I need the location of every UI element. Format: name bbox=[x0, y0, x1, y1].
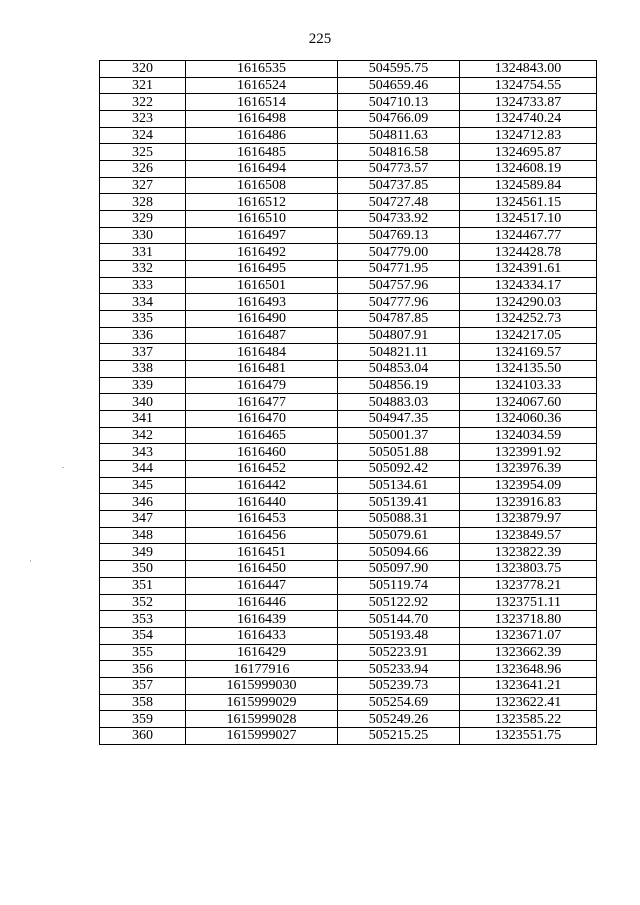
x-coordinate-cell: 505097.90 bbox=[338, 561, 460, 578]
table-row bbox=[100, 94, 597, 111]
y-coordinate-cell: 1323662.39 bbox=[460, 644, 597, 661]
x-coordinate-cell: 504727.48 bbox=[338, 194, 460, 211]
x-coordinate-cell: 505254.69 bbox=[338, 694, 460, 711]
table-row bbox=[100, 127, 597, 144]
table-row bbox=[100, 327, 597, 344]
point-id-cell: 1616512 bbox=[186, 194, 338, 211]
table-row bbox=[100, 444, 597, 461]
x-coordinate-cell: 504779.00 bbox=[338, 244, 460, 261]
table-row bbox=[100, 377, 597, 394]
y-coordinate-cell: 1324290.03 bbox=[460, 294, 597, 311]
y-coordinate-cell: 1323849.57 bbox=[460, 527, 597, 544]
point-number-cell: 328 bbox=[100, 194, 186, 211]
y-coordinate-cell: 1323976.39 bbox=[460, 461, 597, 478]
y-coordinate-cell: 1323822.39 bbox=[460, 544, 597, 561]
x-coordinate-cell: 505223.91 bbox=[338, 644, 460, 661]
point-id-cell: 1616446 bbox=[186, 594, 338, 611]
point-number-cell: 356 bbox=[100, 661, 186, 678]
x-coordinate-cell: 504821.11 bbox=[338, 344, 460, 361]
x-coordinate-cell: 504757.96 bbox=[338, 277, 460, 294]
y-coordinate-cell: 1324740.24 bbox=[460, 111, 597, 128]
point-id-cell: 1616429 bbox=[186, 644, 338, 661]
point-id-cell: 1616514 bbox=[186, 94, 338, 111]
x-coordinate-cell: 504816.58 bbox=[338, 144, 460, 161]
x-coordinate-cell: 505079.61 bbox=[338, 527, 460, 544]
x-coordinate-cell: 505193.48 bbox=[338, 627, 460, 644]
point-number-cell: 320 bbox=[100, 61, 186, 78]
x-coordinate-cell: 505144.70 bbox=[338, 611, 460, 628]
point-id-cell: 1616501 bbox=[186, 277, 338, 294]
y-coordinate-cell: 1324169.57 bbox=[460, 344, 597, 361]
x-coordinate-cell: 505088.31 bbox=[338, 511, 460, 528]
point-number-cell: 322 bbox=[100, 94, 186, 111]
table-row bbox=[100, 177, 597, 194]
x-coordinate-cell: 504771.95 bbox=[338, 261, 460, 278]
point-number-cell: 360 bbox=[100, 727, 186, 744]
point-id-cell: 1616452 bbox=[186, 461, 338, 478]
y-coordinate-cell: 1324754.55 bbox=[460, 77, 597, 94]
table-row bbox=[100, 277, 597, 294]
y-coordinate-cell: 1324428.78 bbox=[460, 244, 597, 261]
table-row bbox=[100, 111, 597, 128]
y-coordinate-cell: 1323916.83 bbox=[460, 494, 597, 511]
point-number-cell: 323 bbox=[100, 111, 186, 128]
point-number-cell: 330 bbox=[100, 227, 186, 244]
point-number-cell: 359 bbox=[100, 711, 186, 728]
y-coordinate-cell: 1324252.73 bbox=[460, 311, 597, 328]
table-row bbox=[100, 461, 597, 478]
x-coordinate-cell: 504659.46 bbox=[338, 77, 460, 94]
table-row bbox=[100, 61, 597, 78]
point-number-cell: 348 bbox=[100, 527, 186, 544]
point-number-cell: 329 bbox=[100, 211, 186, 228]
table-row bbox=[100, 344, 597, 361]
y-coordinate-cell: 1323991.92 bbox=[460, 444, 597, 461]
point-number-cell: 326 bbox=[100, 161, 186, 178]
point-id-cell: 1616456 bbox=[186, 527, 338, 544]
point-id-cell: 1616442 bbox=[186, 477, 338, 494]
table-row bbox=[100, 644, 597, 661]
point-id-cell: 1615999030 bbox=[186, 677, 338, 694]
point-id-cell: 1616495 bbox=[186, 261, 338, 278]
point-number-cell: 345 bbox=[100, 477, 186, 494]
y-coordinate-cell: 1323585.22 bbox=[460, 711, 597, 728]
scan-mark bbox=[30, 560, 31, 562]
point-number-cell: 332 bbox=[100, 261, 186, 278]
point-id-cell: 1616487 bbox=[186, 327, 338, 344]
x-coordinate-cell: 505092.42 bbox=[338, 461, 460, 478]
point-id-cell: 1616450 bbox=[186, 561, 338, 578]
point-number-cell: 346 bbox=[100, 494, 186, 511]
table-row bbox=[100, 661, 597, 678]
y-coordinate-cell: 1323648.96 bbox=[460, 661, 597, 678]
table-row bbox=[100, 227, 597, 244]
y-coordinate-cell: 1323622.41 bbox=[460, 694, 597, 711]
point-id-cell: 1616465 bbox=[186, 427, 338, 444]
y-coordinate-cell: 1324103.33 bbox=[460, 377, 597, 394]
table-row bbox=[100, 511, 597, 528]
page-number: 225 bbox=[308, 31, 332, 47]
x-coordinate-cell: 505233.94 bbox=[338, 661, 460, 678]
y-coordinate-cell: 1323551.75 bbox=[460, 727, 597, 744]
point-id-cell: 1616451 bbox=[186, 544, 338, 561]
table-row bbox=[100, 77, 597, 94]
point-number-cell: 327 bbox=[100, 177, 186, 194]
point-number-cell: 347 bbox=[100, 511, 186, 528]
point-number-cell: 354 bbox=[100, 627, 186, 644]
x-coordinate-cell: 505001.37 bbox=[338, 427, 460, 444]
point-number-cell: 336 bbox=[100, 327, 186, 344]
x-coordinate-cell: 504773.57 bbox=[338, 161, 460, 178]
table-row bbox=[100, 394, 597, 411]
y-coordinate-cell: 1324217.05 bbox=[460, 327, 597, 344]
table-row bbox=[100, 161, 597, 178]
y-coordinate-cell: 1324067.60 bbox=[460, 394, 597, 411]
point-number-cell: 343 bbox=[100, 444, 186, 461]
point-id-cell: 1616510 bbox=[186, 211, 338, 228]
point-number-cell: 349 bbox=[100, 544, 186, 561]
y-coordinate-cell: 1323751.11 bbox=[460, 594, 597, 611]
point-number-cell: 338 bbox=[100, 361, 186, 378]
point-id-cell: 1616447 bbox=[186, 577, 338, 594]
point-id-cell: 1616440 bbox=[186, 494, 338, 511]
x-coordinate-cell: 505051.88 bbox=[338, 444, 460, 461]
point-id-cell: 1616485 bbox=[186, 144, 338, 161]
point-number-cell: 335 bbox=[100, 311, 186, 328]
point-id-cell: 16177916 bbox=[186, 661, 338, 678]
table-row bbox=[100, 711, 597, 728]
y-coordinate-cell: 1323641.21 bbox=[460, 677, 597, 694]
point-number-cell: 324 bbox=[100, 127, 186, 144]
x-coordinate-cell: 505094.66 bbox=[338, 544, 460, 561]
x-coordinate-cell: 504947.35 bbox=[338, 411, 460, 428]
y-coordinate-cell: 1324733.87 bbox=[460, 94, 597, 111]
x-coordinate-cell: 505249.26 bbox=[338, 711, 460, 728]
point-id-cell: 1616479 bbox=[186, 377, 338, 394]
point-id-cell: 1616494 bbox=[186, 161, 338, 178]
point-number-cell: 351 bbox=[100, 577, 186, 594]
table-row bbox=[100, 577, 597, 594]
point-number-cell: 355 bbox=[100, 644, 186, 661]
x-coordinate-cell: 505119.74 bbox=[338, 577, 460, 594]
x-coordinate-cell: 504733.92 bbox=[338, 211, 460, 228]
table-row bbox=[100, 627, 597, 644]
x-coordinate-cell: 505215.25 bbox=[338, 727, 460, 744]
point-number-cell: 337 bbox=[100, 344, 186, 361]
y-coordinate-cell: 1324034.59 bbox=[460, 427, 597, 444]
point-number-cell: 352 bbox=[100, 594, 186, 611]
x-coordinate-cell: 504856.19 bbox=[338, 377, 460, 394]
y-coordinate-cell: 1324695.87 bbox=[460, 144, 597, 161]
y-coordinate-cell: 1324334.17 bbox=[460, 277, 597, 294]
table-row bbox=[100, 527, 597, 544]
y-coordinate-cell: 1323954.09 bbox=[460, 477, 597, 494]
y-coordinate-cell: 1324060.36 bbox=[460, 411, 597, 428]
table-row bbox=[100, 261, 597, 278]
point-id-cell: 1616486 bbox=[186, 127, 338, 144]
x-coordinate-cell: 504737.85 bbox=[338, 177, 460, 194]
point-number-cell: 342 bbox=[100, 427, 186, 444]
x-coordinate-cell: 504769.13 bbox=[338, 227, 460, 244]
table-row bbox=[100, 311, 597, 328]
y-coordinate-cell: 1323879.97 bbox=[460, 511, 597, 528]
point-id-cell: 1616493 bbox=[186, 294, 338, 311]
point-id-cell: 1616433 bbox=[186, 627, 338, 644]
point-number-cell: 357 bbox=[100, 677, 186, 694]
y-coordinate-cell: 1324589.84 bbox=[460, 177, 597, 194]
point-number-cell: 321 bbox=[100, 77, 186, 94]
table-row bbox=[100, 544, 597, 561]
table-row bbox=[100, 144, 597, 161]
point-id-cell: 1616460 bbox=[186, 444, 338, 461]
coordinates-table-body bbox=[100, 61, 597, 745]
point-id-cell: 1616453 bbox=[186, 511, 338, 528]
table-row bbox=[100, 677, 597, 694]
point-number-cell: 333 bbox=[100, 277, 186, 294]
y-coordinate-cell: 1323778.21 bbox=[460, 577, 597, 594]
table-row bbox=[100, 561, 597, 578]
point-id-cell: 1616470 bbox=[186, 411, 338, 428]
point-number-cell: 334 bbox=[100, 294, 186, 311]
y-coordinate-cell: 1323671.07 bbox=[460, 627, 597, 644]
y-coordinate-cell: 1324135.50 bbox=[460, 361, 597, 378]
table-row bbox=[100, 411, 597, 428]
x-coordinate-cell: 504595.75 bbox=[338, 61, 460, 78]
point-id-cell: 1616481 bbox=[186, 361, 338, 378]
x-coordinate-cell: 504807.91 bbox=[338, 327, 460, 344]
x-coordinate-cell: 504883.03 bbox=[338, 394, 460, 411]
point-number-cell: 339 bbox=[100, 377, 186, 394]
y-coordinate-cell: 1323718.80 bbox=[460, 611, 597, 628]
scan-mark bbox=[62, 467, 64, 468]
table-row bbox=[100, 361, 597, 378]
point-id-cell: 1616439 bbox=[186, 611, 338, 628]
point-number-cell: 325 bbox=[100, 144, 186, 161]
point-id-cell: 1615999027 bbox=[186, 727, 338, 744]
table-row bbox=[100, 611, 597, 628]
point-number-cell: 353 bbox=[100, 611, 186, 628]
y-coordinate-cell: 1324843.00 bbox=[460, 61, 597, 78]
table-row bbox=[100, 244, 597, 261]
point-number-cell: 358 bbox=[100, 694, 186, 711]
point-number-cell: 350 bbox=[100, 561, 186, 578]
table-row bbox=[100, 194, 597, 211]
point-id-cell: 1616484 bbox=[186, 344, 338, 361]
x-coordinate-cell: 504766.09 bbox=[338, 111, 460, 128]
point-id-cell: 1616497 bbox=[186, 227, 338, 244]
x-coordinate-cell: 504853.04 bbox=[338, 361, 460, 378]
table-row bbox=[100, 427, 597, 444]
point-number-cell: 341 bbox=[100, 411, 186, 428]
x-coordinate-cell: 504811.63 bbox=[338, 127, 460, 144]
table-row bbox=[100, 694, 597, 711]
point-id-cell: 1616490 bbox=[186, 311, 338, 328]
x-coordinate-cell: 505134.61 bbox=[338, 477, 460, 494]
x-coordinate-cell: 504787.85 bbox=[338, 311, 460, 328]
x-coordinate-cell: 504710.13 bbox=[338, 94, 460, 111]
table-row bbox=[100, 727, 597, 744]
table-row bbox=[100, 211, 597, 228]
x-coordinate-cell: 505122.92 bbox=[338, 594, 460, 611]
x-coordinate-cell: 505139.41 bbox=[338, 494, 460, 511]
y-coordinate-cell: 1324467.77 bbox=[460, 227, 597, 244]
point-id-cell: 1615999029 bbox=[186, 694, 338, 711]
coordinates-table bbox=[99, 60, 597, 745]
point-id-cell: 1616477 bbox=[186, 394, 338, 411]
x-coordinate-cell: 504777.96 bbox=[338, 294, 460, 311]
table-row bbox=[100, 294, 597, 311]
point-id-cell: 1616524 bbox=[186, 77, 338, 94]
point-id-cell: 1616498 bbox=[186, 111, 338, 128]
x-coordinate-cell: 505239.73 bbox=[338, 677, 460, 694]
y-coordinate-cell: 1324391.61 bbox=[460, 261, 597, 278]
y-coordinate-cell: 1324561.15 bbox=[460, 194, 597, 211]
table-row bbox=[100, 594, 597, 611]
point-number-cell: 340 bbox=[100, 394, 186, 411]
point-number-cell: 331 bbox=[100, 244, 186, 261]
y-coordinate-cell: 1323803.75 bbox=[460, 561, 597, 578]
table-row bbox=[100, 477, 597, 494]
point-id-cell: 1616535 bbox=[186, 61, 338, 78]
y-coordinate-cell: 1324712.83 bbox=[460, 127, 597, 144]
table-row bbox=[100, 494, 597, 511]
y-coordinate-cell: 1324608.19 bbox=[460, 161, 597, 178]
y-coordinate-cell: 1324517.10 bbox=[460, 211, 597, 228]
point-id-cell: 1616508 bbox=[186, 177, 338, 194]
point-id-cell: 1615999028 bbox=[186, 711, 338, 728]
point-number-cell: 344 bbox=[100, 461, 186, 478]
point-id-cell: 1616492 bbox=[186, 244, 338, 261]
